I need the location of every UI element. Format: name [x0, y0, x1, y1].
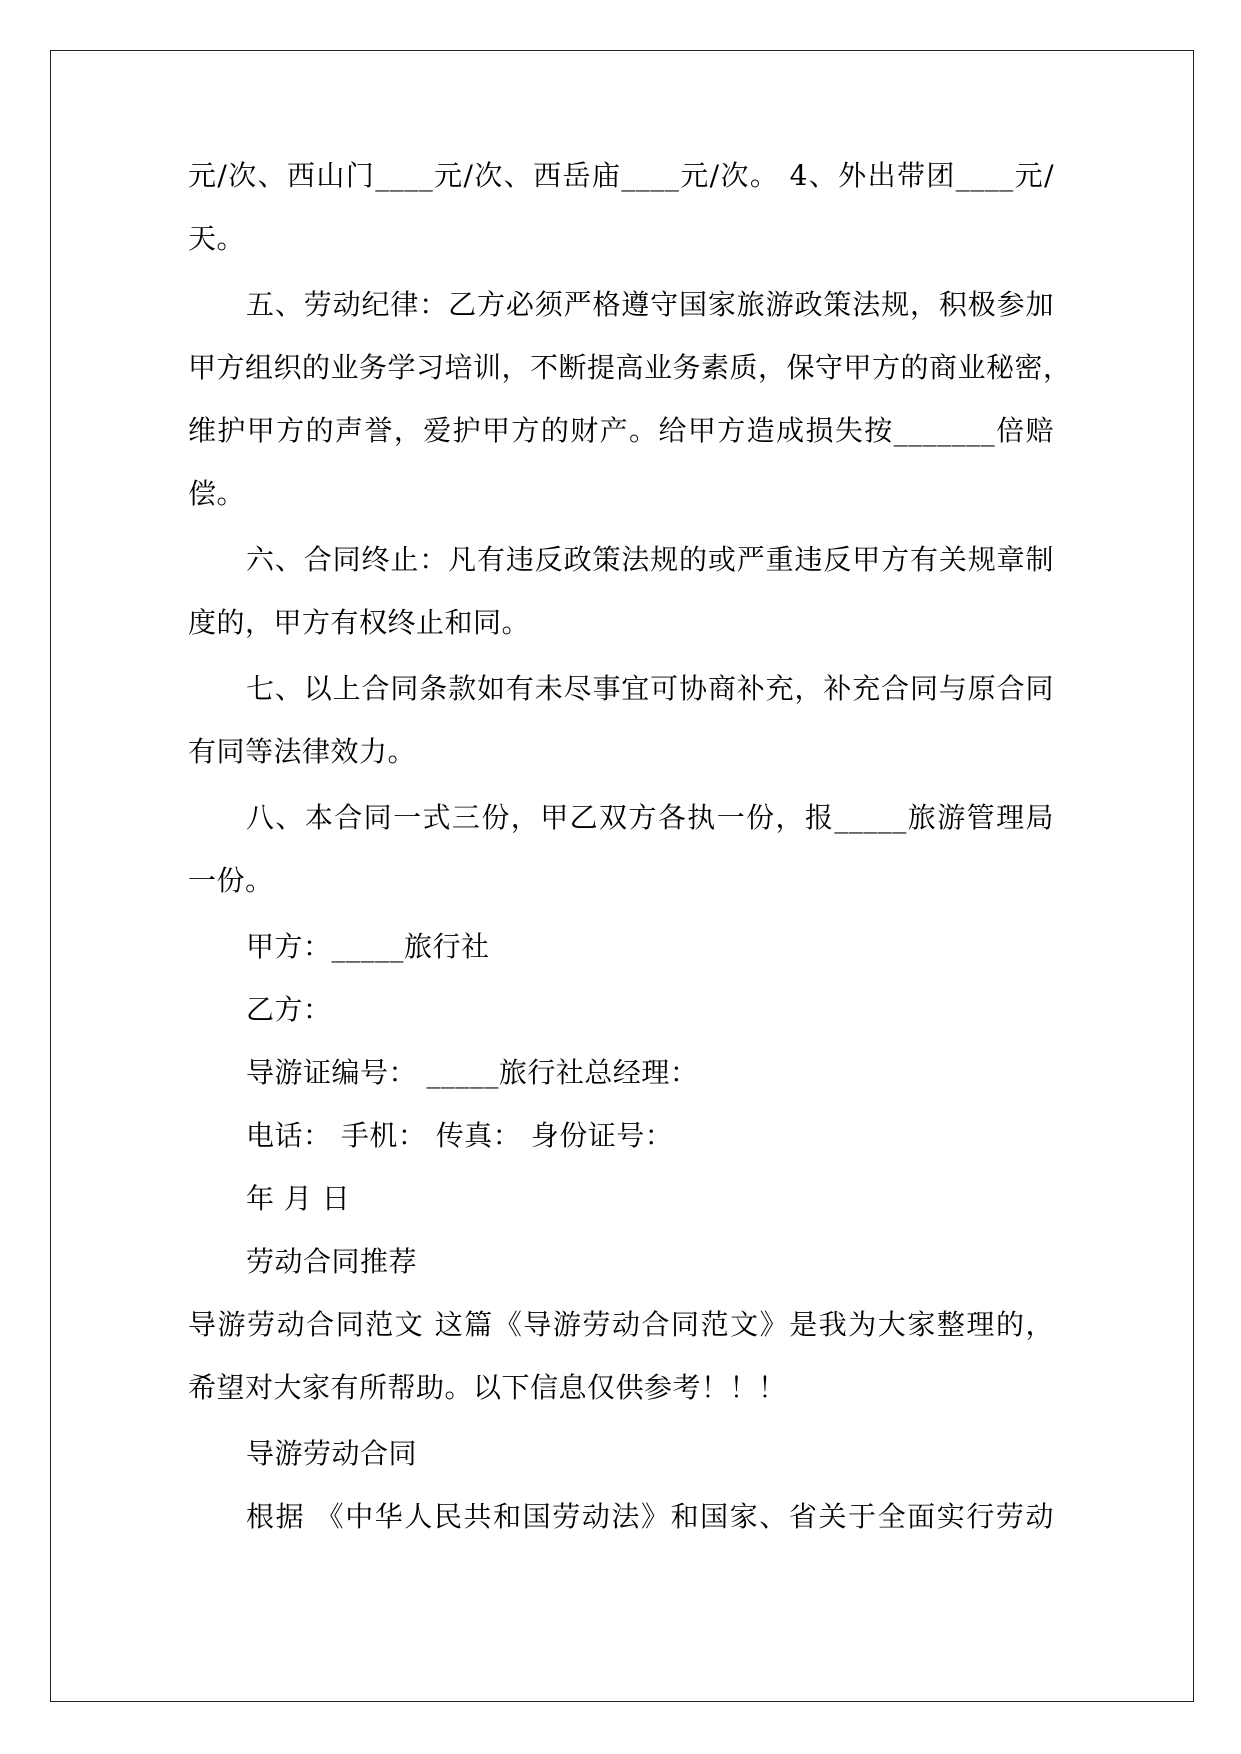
text-line: 希望对大家有所帮助。以下信息仅供参考！！！	[188, 1371, 787, 1404]
party-a-line: 甲方：_____旅行社	[246, 930, 490, 963]
section-six: 六、合同终止：凡有违反政策法规的或严重违反甲方有关规章制	[246, 543, 1054, 576]
contract-title: 导游劳动合同	[246, 1437, 418, 1470]
party-b-line: 乙方：	[246, 993, 332, 1026]
contact-line: 电话： 手机： 传真： 身份证号：	[246, 1119, 674, 1152]
intro-line: 导游劳动合同范文 这篇《导游劳动合同范文》是我为大家整理的，	[188, 1308, 1054, 1341]
section-seven: 七、以上合同条款如有未尽事宜可协商补充，补充合同与原合同	[246, 672, 1054, 705]
text-line: 天。	[188, 222, 246, 255]
recommend-heading: 劳动合同推荐	[246, 1245, 418, 1278]
text-line: 甲方组织的业务学习培训，不断提高业务素质，保守甲方的商业秘密，	[188, 351, 1072, 384]
document-body	[188, 159, 1072, 1533]
text-line: 偿。	[188, 477, 246, 510]
section-five: 五、劳动纪律：乙方必须严格遵守国家旅游政策法规，积极参加	[246, 288, 1054, 321]
text-line: 元/次、西山门____元/次、西岳庙____元/次。 4、外出带团____元/	[188, 159, 1054, 192]
text-line: 度的，甲方有权终止和同。	[188, 606, 531, 639]
text-line: 有同等法律效力。	[188, 735, 417, 768]
guide-license-line: 导游证编号： _____旅行社总经理：	[246, 1056, 699, 1089]
section-eight: 八、本合同一式三份，甲乙双方各执一份，报_____旅游管理局	[246, 801, 1054, 834]
text-line: 维护甲方的声誉，爱护甲方的财产。给甲方造成损失按_______倍赔	[188, 414, 1054, 447]
date-line: 年 月 日	[246, 1182, 351, 1215]
text-line: 一份。	[188, 864, 274, 897]
text-line: 根据 《中华人民共和国劳动法》和国家、省关于全面实行劳动	[246, 1500, 1054, 1533]
